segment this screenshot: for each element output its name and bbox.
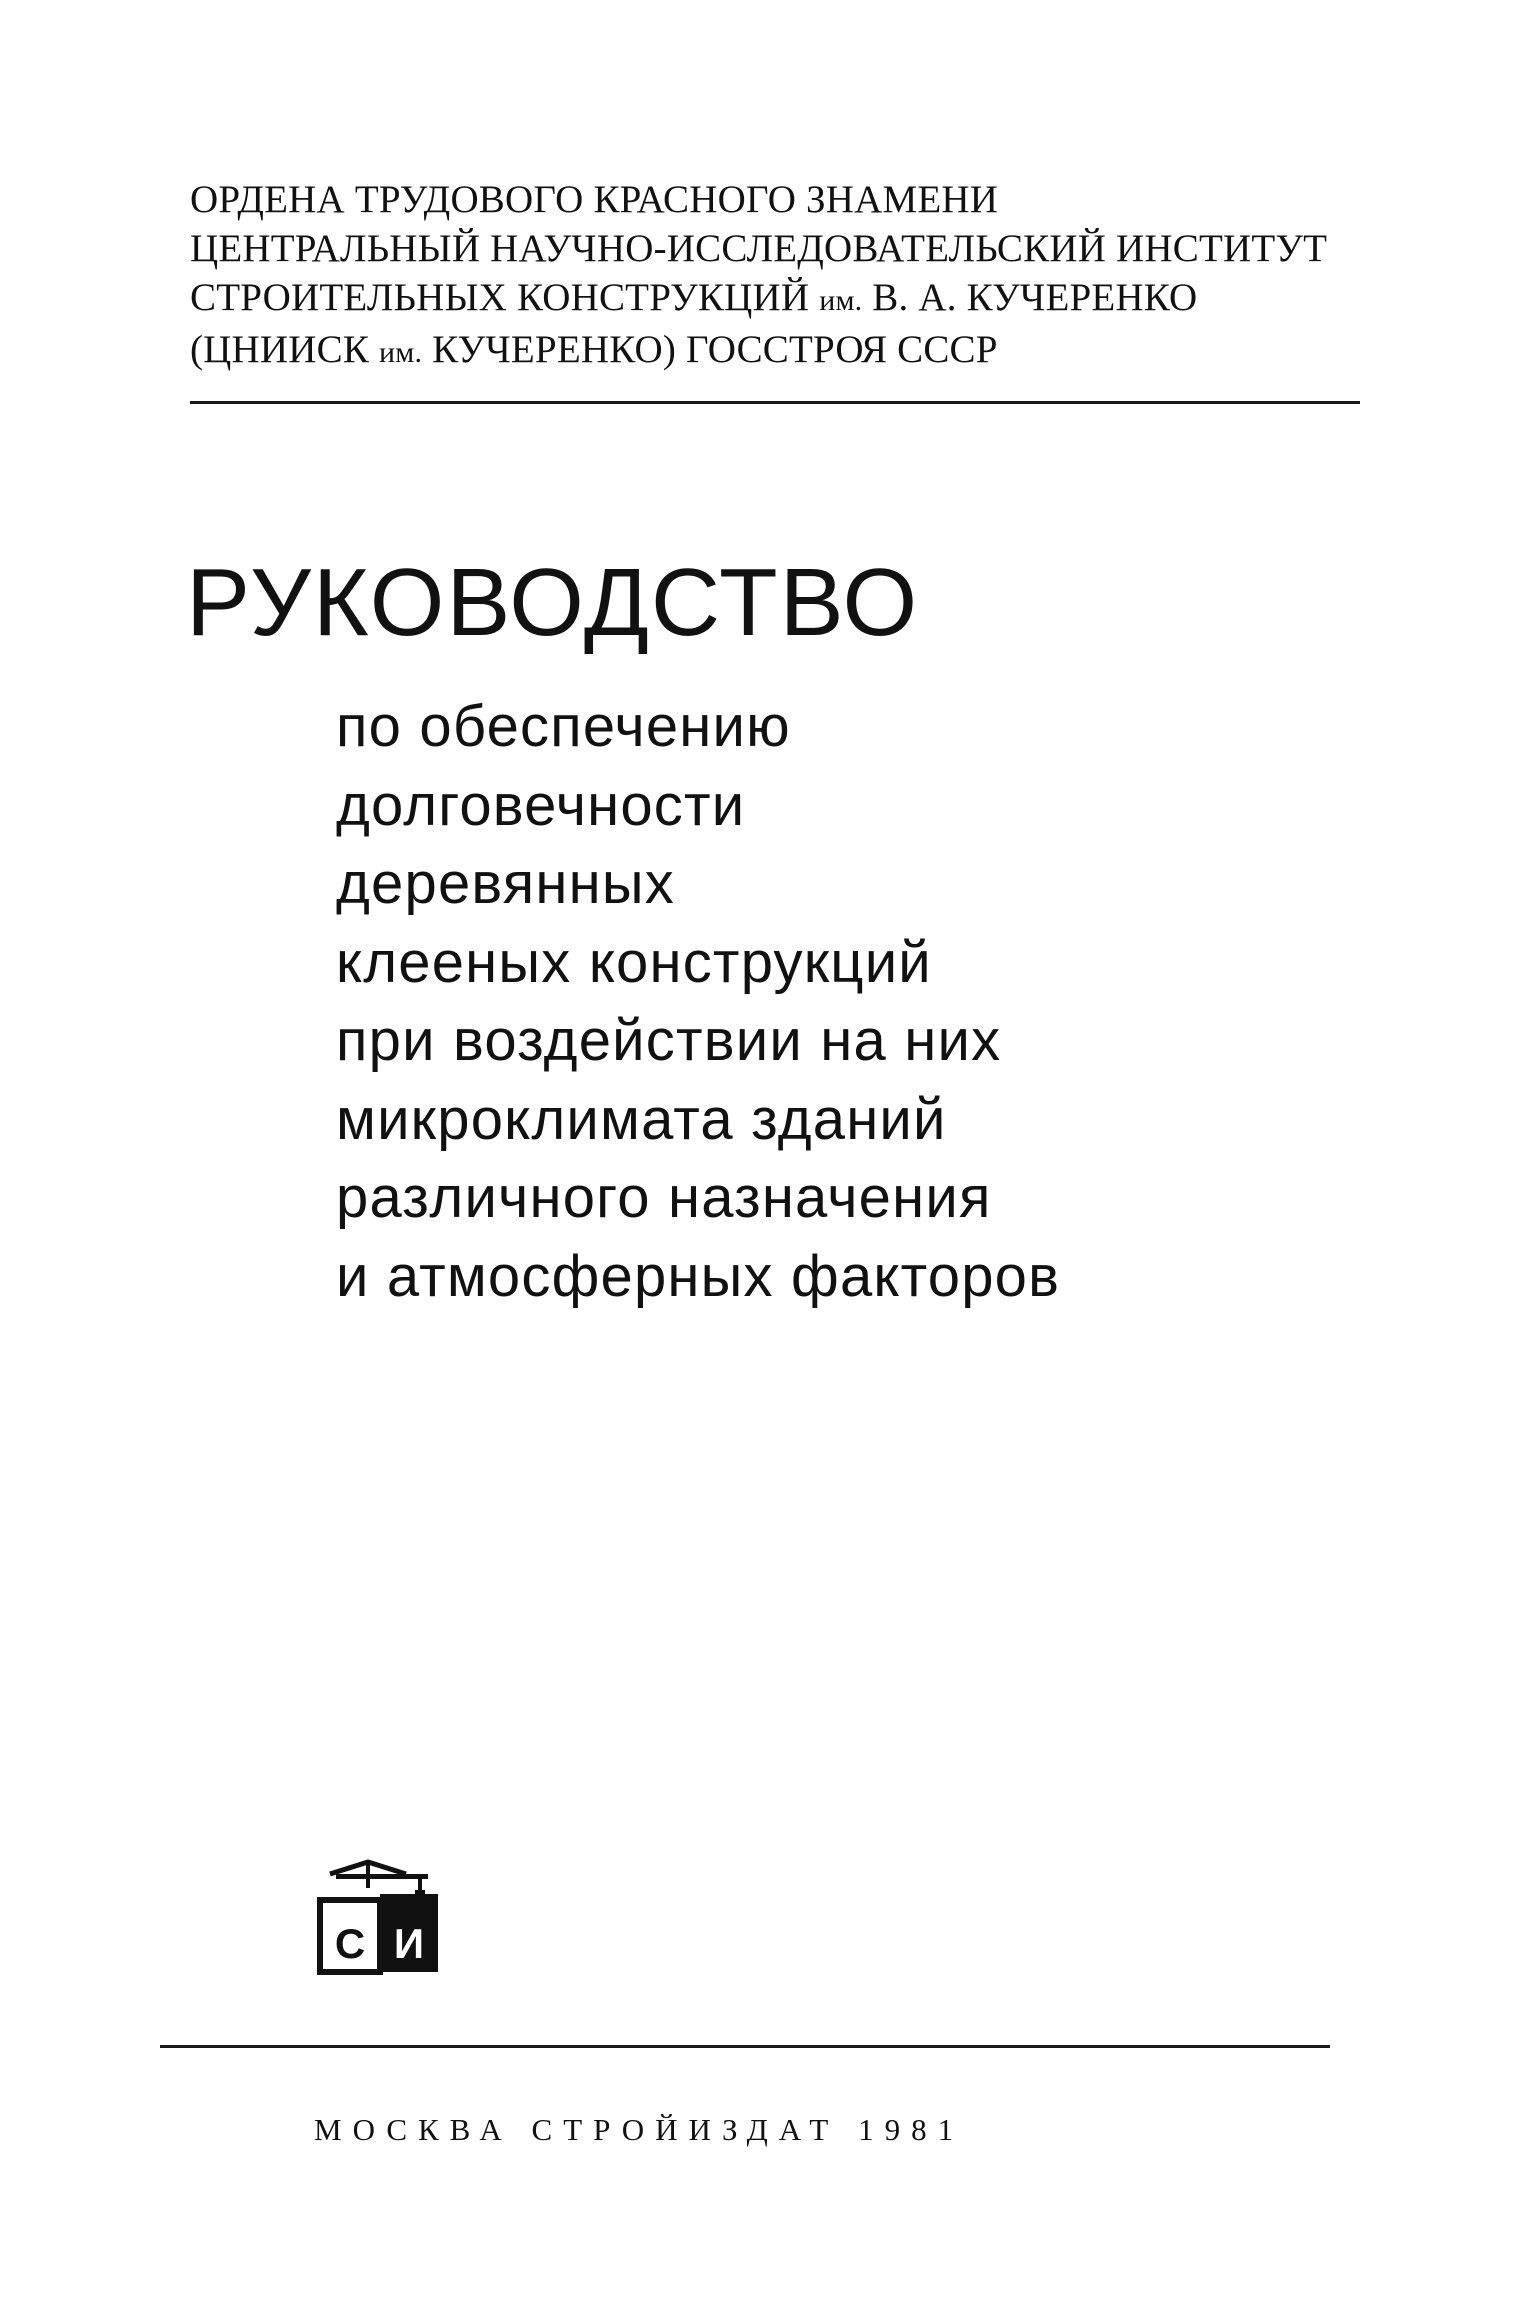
institution-line-3-abbrev: им. [819,284,863,317]
logo-letter-right: И [393,1920,425,1967]
institution-line-1: ОРДЕНА ТРУДОВОГО КРАСНОГО ЗНАМЕНИ [190,178,999,221]
document-subtitle [336,688,1436,1316]
institution-line-3 [190,273,1390,325]
document-title: РУКОВОДСТВО [186,549,920,656]
subtitle-line: по обеспечению [336,694,791,759]
institution-line-3-part-a: СТРОИТЕЛЬНЫХ КОНСТРУКЦИЙ [190,276,820,319]
subtitle-line: долговечности [336,772,746,838]
subtitle-line: микроклимата зданий [336,1086,947,1152]
subtitle-line: клееных конструкций [336,929,932,995]
institution-line-4-abbrev: им. [379,336,423,369]
institution-line-2: ЦЕНТРАЛЬНЫЙ НАУЧНО-ИССЛЕДОВАТЕЛЬСКИЙ ИНСТИТУТ [190,227,1328,270]
institution-line-4-part-a: (ЦНИИСК [190,328,380,371]
institution-header [190,175,1390,377]
publisher-imprint: МОСКВА СТРОЙИЗДАТ 1981 [314,2112,965,2147]
subtitle-line: при воздействии на них [336,1008,1002,1073]
institution-line-4-part-b: КУЧЕРЕНКО) ГОССТРОЯ СССР [422,328,998,371]
subtitle-line: и атмосферных факторов [336,1243,1061,1309]
stroyizdat-logo-icon [316,1848,446,1978]
bottom-divider [160,2045,1330,2048]
logo-letter-left: С [334,1920,366,1967]
institution-line-3-part-b: В. А. КУЧЕРЕНКО [862,276,1198,319]
subtitle-line: деревянных [336,851,675,916]
subtitle-line: различного назначения [336,1165,992,1230]
institution-line-4 [190,325,1390,377]
top-divider [190,401,1360,404]
